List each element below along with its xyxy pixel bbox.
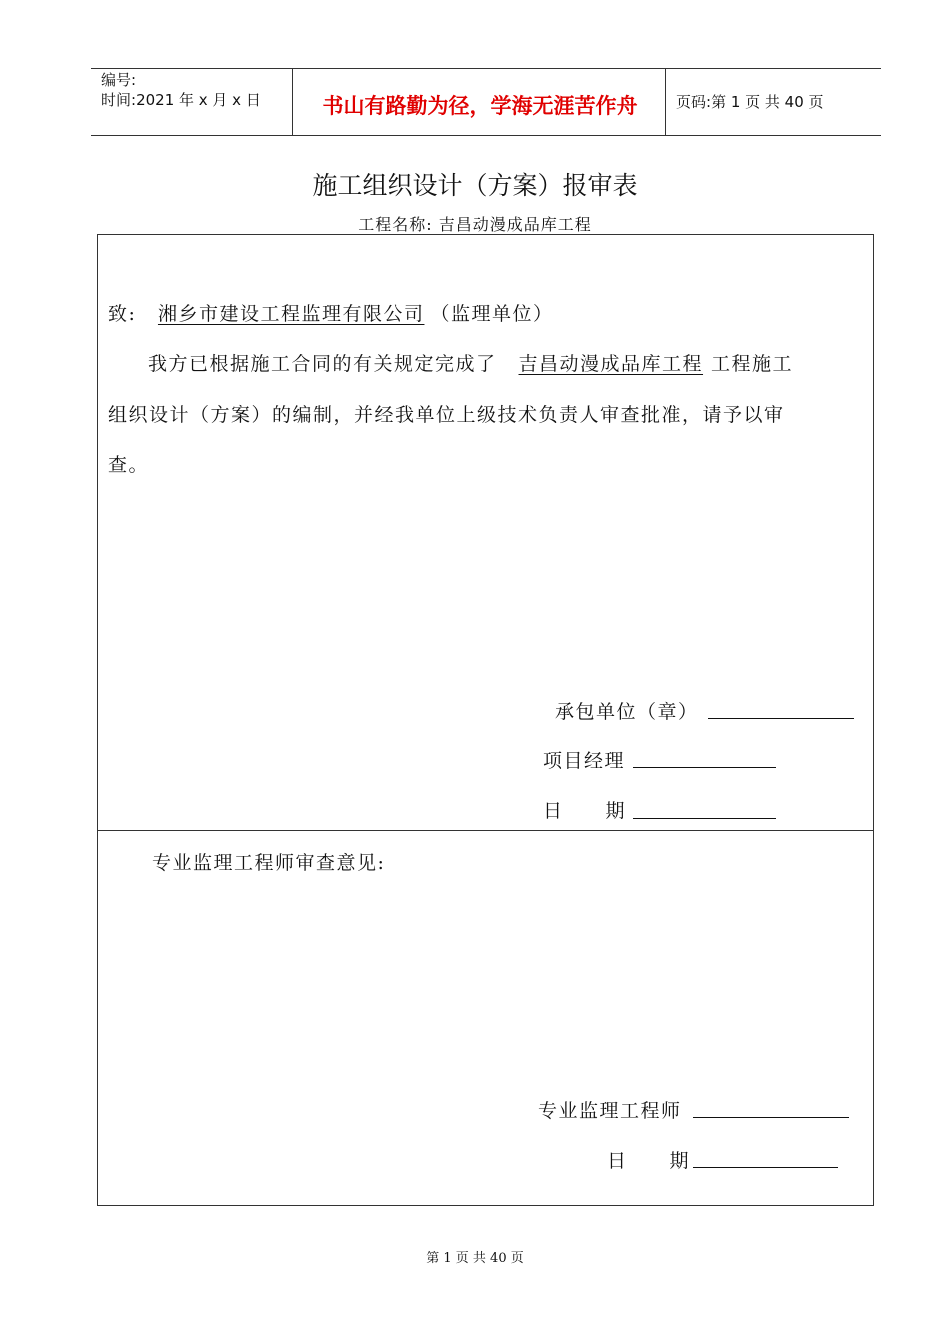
project-name: 吉昌动漫成品库工程 bbox=[438, 215, 592, 234]
project-label: 工程名称: bbox=[358, 215, 433, 234]
time-value: 2021 年 x 月 x 日 bbox=[136, 91, 261, 109]
supervisor-date-line bbox=[693, 1167, 838, 1168]
addressee-line bbox=[108, 299, 553, 326]
supervisor-engineer-label: 专业监理工程师 bbox=[538, 1100, 682, 1122]
paragraph-line-2: 组织设计（方案）的编制，并经我单位上级技术负责人审查批准，请予以审 bbox=[108, 404, 785, 426]
page-indicator bbox=[676, 93, 824, 111]
date-char-1: 日 bbox=[543, 800, 564, 822]
document-title: 施工组织设计（方案）报审表 bbox=[312, 171, 638, 200]
page-value: 第 1 页 共 40 页 bbox=[711, 93, 824, 111]
form-box bbox=[97, 234, 874, 1206]
motto-slogan: 书山有路勤为径，学海无涯苦作舟 bbox=[322, 94, 638, 118]
para-project-name: 吉昌动漫成品库工程 bbox=[518, 353, 704, 375]
number-label: 编号: bbox=[101, 71, 137, 89]
page-label: 页码: bbox=[676, 93, 712, 111]
recipient-name: 湘乡市建设工程监理有限公司 bbox=[157, 303, 425, 325]
recipient-role: （监理单位） bbox=[430, 303, 554, 325]
paragraph-line-1 bbox=[148, 349, 793, 376]
form-section-divider bbox=[97, 830, 874, 831]
date-char-2: 期 bbox=[605, 800, 627, 822]
contractor-seal-signature-line bbox=[708, 718, 854, 719]
project-manager-signature-line bbox=[633, 767, 776, 768]
contractor-date-line bbox=[633, 818, 776, 819]
footer-page-number: 第 1 页 共 40 页 bbox=[426, 1251, 524, 1266]
header-bottom-rule bbox=[91, 135, 881, 136]
supervisor-opinion-label: 专业监理工程师审查意见: bbox=[152, 852, 386, 874]
date-char-2: 期 bbox=[669, 1150, 691, 1172]
para-prefix: 我方已根据施工合同的有关规定完成了 bbox=[148, 353, 497, 375]
project-manager-label: 项目经理 bbox=[543, 750, 626, 772]
contractor-date-label bbox=[543, 796, 626, 823]
header-divider-left bbox=[292, 68, 293, 136]
time-row bbox=[101, 91, 261, 109]
supervisor-date-label bbox=[607, 1146, 690, 1173]
time-label: 时间: bbox=[101, 91, 137, 109]
paragraph-line-3: 查。 bbox=[108, 454, 150, 476]
para-suffix: 工程施工 bbox=[711, 353, 794, 375]
supervisor-engineer-signature-line bbox=[693, 1117, 849, 1118]
header-top-rule bbox=[91, 68, 881, 69]
contractor-seal-label: 承包单位（章） bbox=[555, 701, 699, 723]
date-char-1: 日 bbox=[607, 1150, 628, 1172]
to-label: 致: bbox=[108, 303, 137, 325]
project-name-line bbox=[0, 212, 950, 235]
